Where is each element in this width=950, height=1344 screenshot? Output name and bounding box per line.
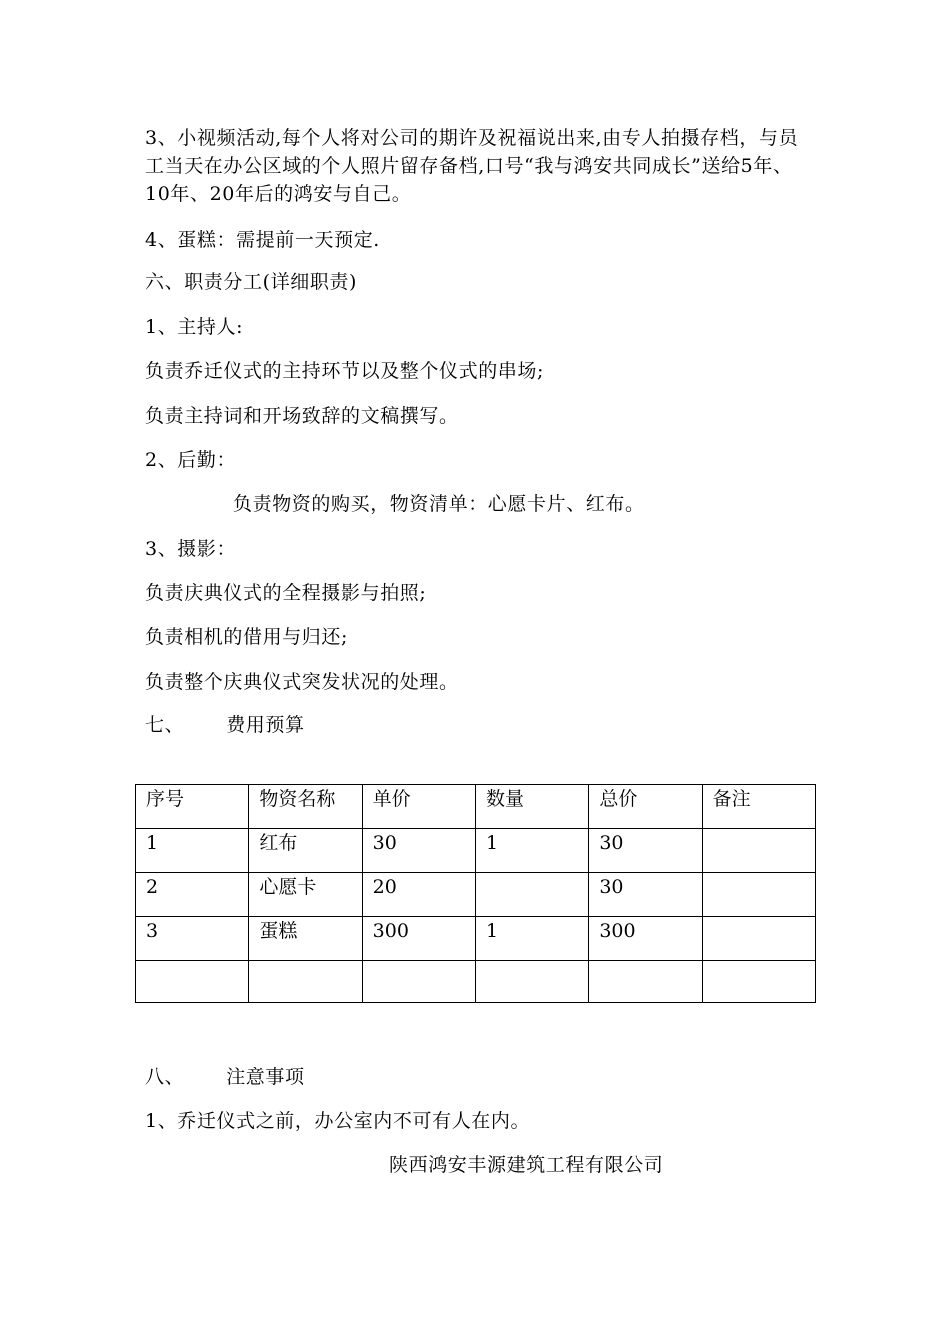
table-row (136, 873, 816, 917)
section7-heading (145, 711, 305, 739)
table-cell (702, 873, 815, 917)
section6-title: 六、职责分工(详细职责) (145, 271, 358, 293)
photo-heading: 3、摄影： (145, 538, 237, 560)
table-cell (475, 873, 588, 917)
table-row (136, 917, 816, 961)
header-cell: 数量 (475, 785, 588, 829)
table-cell (475, 961, 588, 1003)
table-header-row (136, 785, 816, 829)
table-cell: 300 (589, 917, 702, 961)
header-cell: 备注 (702, 785, 815, 829)
table-cell: 300 (362, 917, 475, 961)
table-cell: 蛋糕 (249, 917, 362, 961)
logistics-heading: 2、后勤： (145, 449, 237, 471)
table-row (136, 829, 816, 873)
item3-video-paragraph: 3、小视频活动,每个人将对公司的期许及祝福说出来,由专人拍摄存档，与员工当天在办公区域的个人照片留存备档,口号“我与鸿安共同成长”送给5年、10年、20年后的鸿安与自己。 (145, 127, 799, 205)
section8-heading (145, 1063, 305, 1091)
table-cell: 30 (589, 873, 702, 917)
logistics-duty-1: 负责物资的购买，物资清单：心愿卡片、红布。 (233, 493, 645, 515)
header-cell: 总价 (589, 785, 702, 829)
budget-table (135, 784, 816, 1003)
table-cell: 红布 (249, 829, 362, 873)
table-row (136, 961, 816, 1003)
header-cell: 物资名称 (249, 785, 362, 829)
table-cell (249, 961, 362, 1003)
table-cell (136, 961, 249, 1003)
photo-duty-2: 负责相机的借用与归还; (145, 626, 349, 648)
header-cell: 单价 (362, 785, 475, 829)
photo-duty-1: 负责庆典仪式的全程摄影与拍照; (145, 582, 427, 604)
host-duty-1: 负责乔迁仪式的主持环节以及整个仪式的串场; (145, 360, 545, 382)
table-cell: 1 (136, 829, 249, 873)
company-signature: 陕西鸿安丰源建筑工程有限公司 (389, 1154, 664, 1176)
table-cell (589, 961, 702, 1003)
table-cell: 心愿卡 (249, 873, 362, 917)
photo-duty-3: 负责整个庆典仪式突发状况的处理。 (145, 671, 459, 693)
table-cell (702, 829, 815, 873)
item4-cake: 4、蛋糕：需提前一天预定. (145, 229, 380, 251)
section8-number: 八、 (145, 1066, 185, 1088)
host-duty-2: 负责主持词和开场致辞的文稿撰写。 (145, 405, 459, 427)
host-heading: 1、主持人: (145, 316, 244, 338)
table-cell: 3 (136, 917, 249, 961)
section8-note-1: 1、乔迁仪式之前，办公室内不可有人在内。 (145, 1110, 531, 1132)
table-cell (702, 961, 815, 1003)
table-cell: 20 (362, 873, 475, 917)
table-cell (702, 917, 815, 961)
table-cell: 1 (475, 917, 588, 961)
table-cell: 30 (589, 829, 702, 873)
section7-title: 费用预算 (226, 714, 305, 736)
section7-number: 七、 (145, 714, 185, 736)
header-cell: 序号 (136, 785, 249, 829)
table-cell: 2 (136, 873, 249, 917)
table-cell (362, 961, 475, 1003)
table-cell: 1 (475, 829, 588, 873)
table-cell: 30 (362, 829, 475, 873)
section8-title: 注意事项 (226, 1066, 305, 1088)
